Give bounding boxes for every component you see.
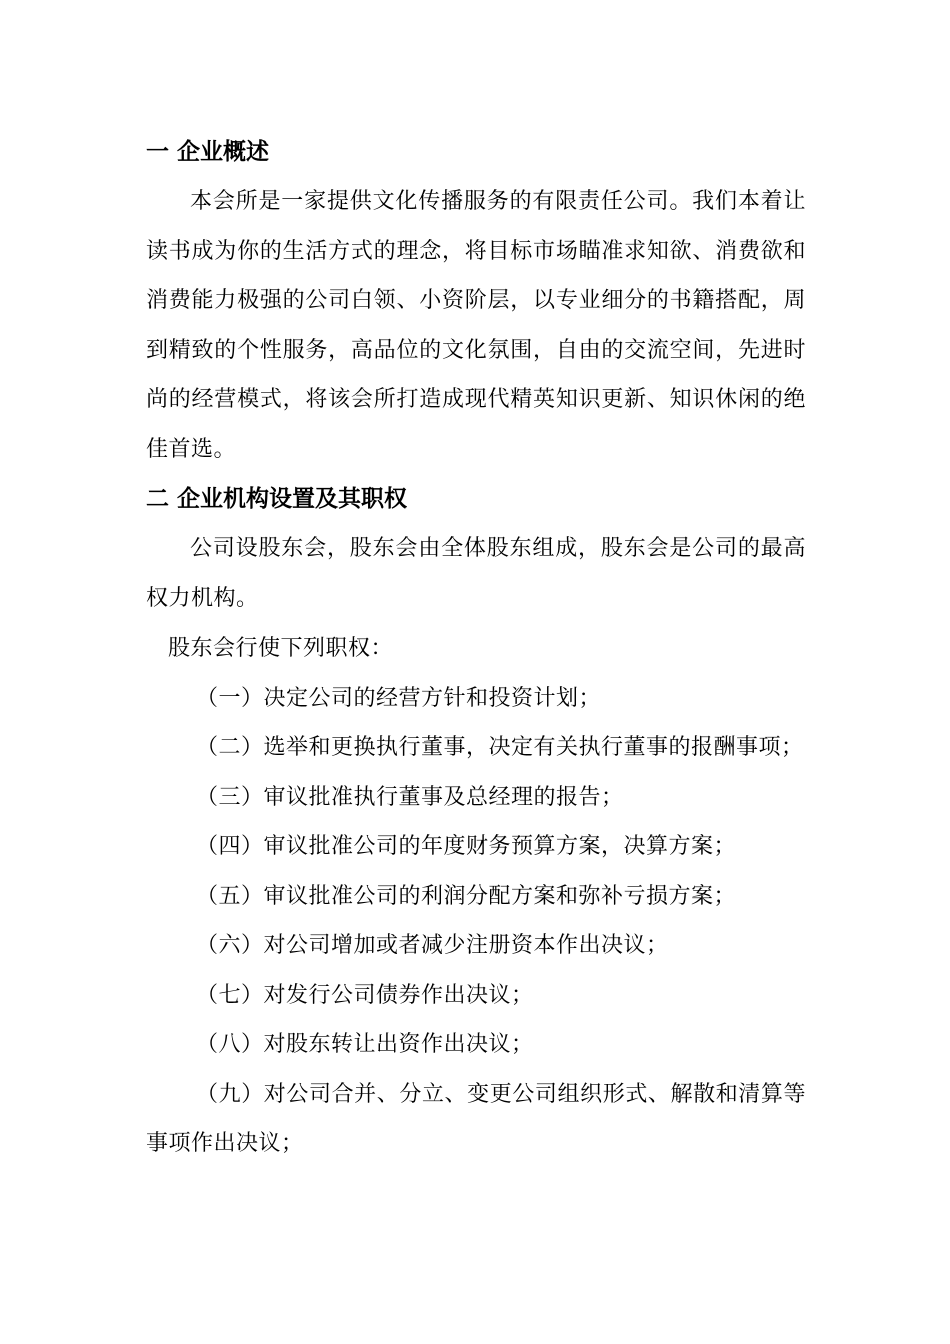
power-item: （三）审议批准执行董事及总经理的报告；	[196, 784, 624, 810]
section-heading-organization: 二 企业机构设置及其职权	[146, 486, 408, 512]
overview-paragraph: 本会所是一家提供文化传播服务的有限责任公司。我们本着让读书成为你的生活方式的理念，将目标市场瞄准求知欲、消费欲和消费能力极强的公司白领、小资阶层，以专业细分的书籍搭配，周到精致的个性服务，高品位的文化氛围，自由的交流空间，先进时尚的经营模式，将该会所打造成现代精英知识更新、知识休闲的绝佳首选。	[146, 189, 806, 462]
power-item: （九）对公司合并、分立、变更公司组织形式、解散和清算等事项作出决议；	[146, 1081, 806, 1156]
power-item: （六）对公司增加或者减少注册资本作出决议；	[196, 933, 669, 958]
organization-paragraph: 公司设股东会，股东会由全体股东组成，股东会是公司的最高权力机构。	[146, 536, 806, 611]
power-item: （二）选举和更换执行董事，决定有关执行董事的报酬事项；	[196, 735, 804, 760]
power-item: （四）审议批准公司的年度财务预算方案，决算方案；	[196, 834, 737, 859]
power-item: （七）对发行公司债券作出决议；	[196, 982, 534, 1008]
power-item: （八）对股东转让出资作出决议；	[196, 1032, 534, 1057]
section-heading-overview: 一 企业概述	[146, 139, 270, 165]
document-body	[146, 128, 806, 1169]
power-item: （五）审议批准公司的利润分配方案和弥补亏损方案；	[196, 883, 737, 909]
powers-intro: 股东会行使下列职权：	[168, 636, 394, 661]
power-item: （一）决定公司的经营方针和投资计划；	[196, 685, 602, 711]
